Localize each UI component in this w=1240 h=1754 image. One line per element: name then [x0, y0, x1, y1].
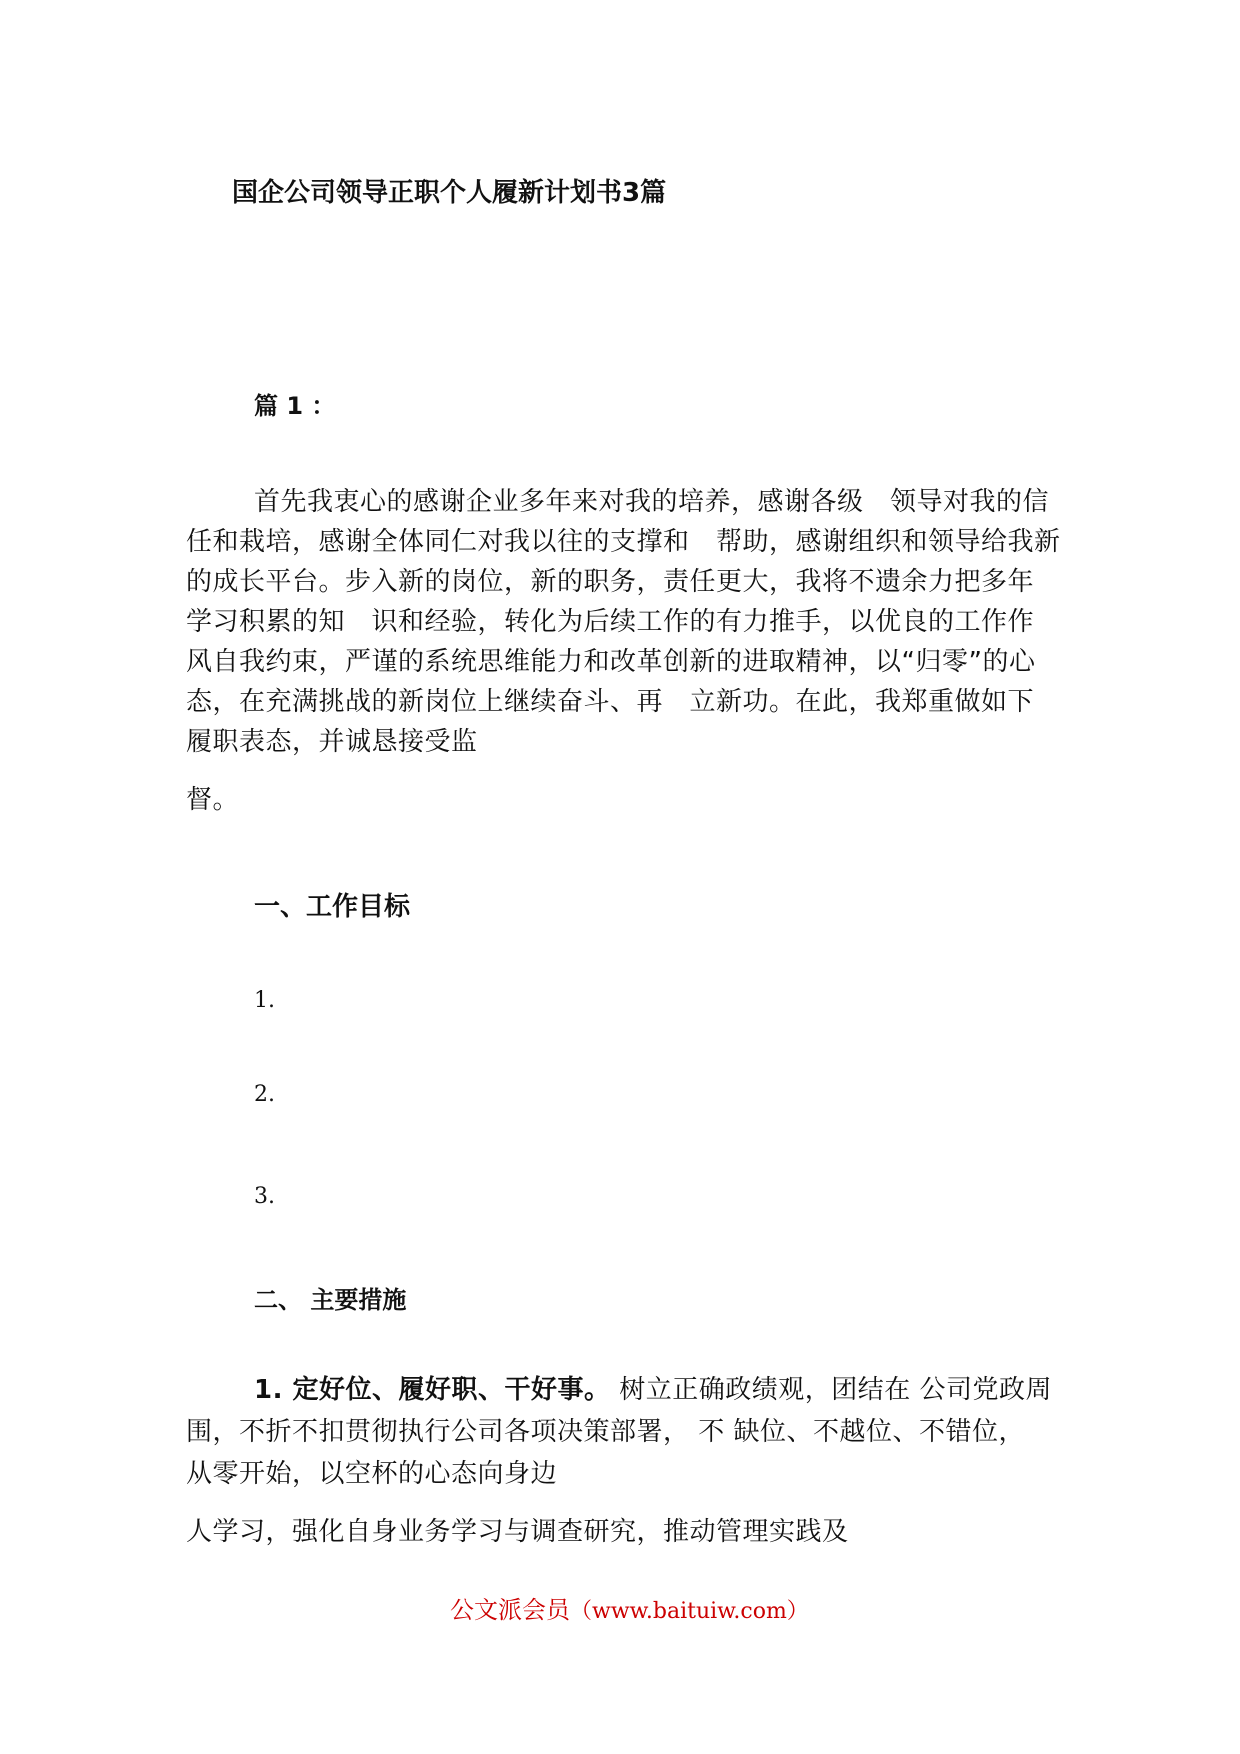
measure1-tail: 人学习，强化自身业务学习与调查研究，推动管理实践及: [186, 1517, 849, 1547]
intro-line-1: 首先我衷心的感谢企业多年来对我的培养，感谢各级 领导对我的信: [254, 487, 1050, 517]
intro-line-6: 态，在充满挑战的新岗位上继续奋斗、再 立新功。在此，我郑重做如下: [186, 687, 1035, 717]
goal-item-2: 2.: [254, 1082, 275, 1107]
intro-line-7: 履职表态，并诚恳接受监: [186, 727, 478, 757]
footer-brand: 公文派会员: [450, 1596, 570, 1624]
measure1-line-2: 围，不折不扣贯彻执行公司各项决策部署， 不 缺位、不越位、不错位，: [186, 1417, 1026, 1447]
measure1-line-1: [254, 1370, 1052, 1410]
footer-url: （www.baituiw.com）: [570, 1599, 809, 1624]
footer-watermark: [450, 1590, 809, 1625]
intro-line-2: 任和栽培，感谢全体同仁对我以往的支撑和 帮助，感谢组织和领导给我新: [186, 527, 1061, 557]
section-label: 篇 1 ：: [254, 392, 336, 420]
heading-main-measures: 二、 主要措施: [254, 1286, 407, 1314]
heading-work-goals: 一、工作目标: [254, 892, 411, 922]
intro-line-5: 风自我约束，严谨的系统思维能力和改革创新的进取精神，以“归零”的心: [186, 647, 1036, 677]
measure1-line-1-text: 树立正确政绩观，团结在 公司党政周: [610, 1375, 1053, 1405]
document-title: 国企公司领导正职个人履新计划书3篇: [232, 178, 667, 208]
intro-line-4: 学习积累的知 识和经验，转化为后续工作的有力推手，以优良的工作作: [186, 607, 1035, 637]
intro-tail: 督。: [186, 785, 240, 815]
measure1-lead: 1. 定好位、履好职、干好事。: [254, 1375, 611, 1405]
goal-item-3: 3.: [254, 1184, 275, 1209]
goal-item-1: 1.: [254, 988, 275, 1013]
measure1-line-3: 从零开始，以空杯的心态向身边: [186, 1459, 558, 1489]
intro-line-3: 的成长平台。步入新的岗位，新的职务，责任更大，我将不遗余力把多年: [186, 567, 1035, 597]
